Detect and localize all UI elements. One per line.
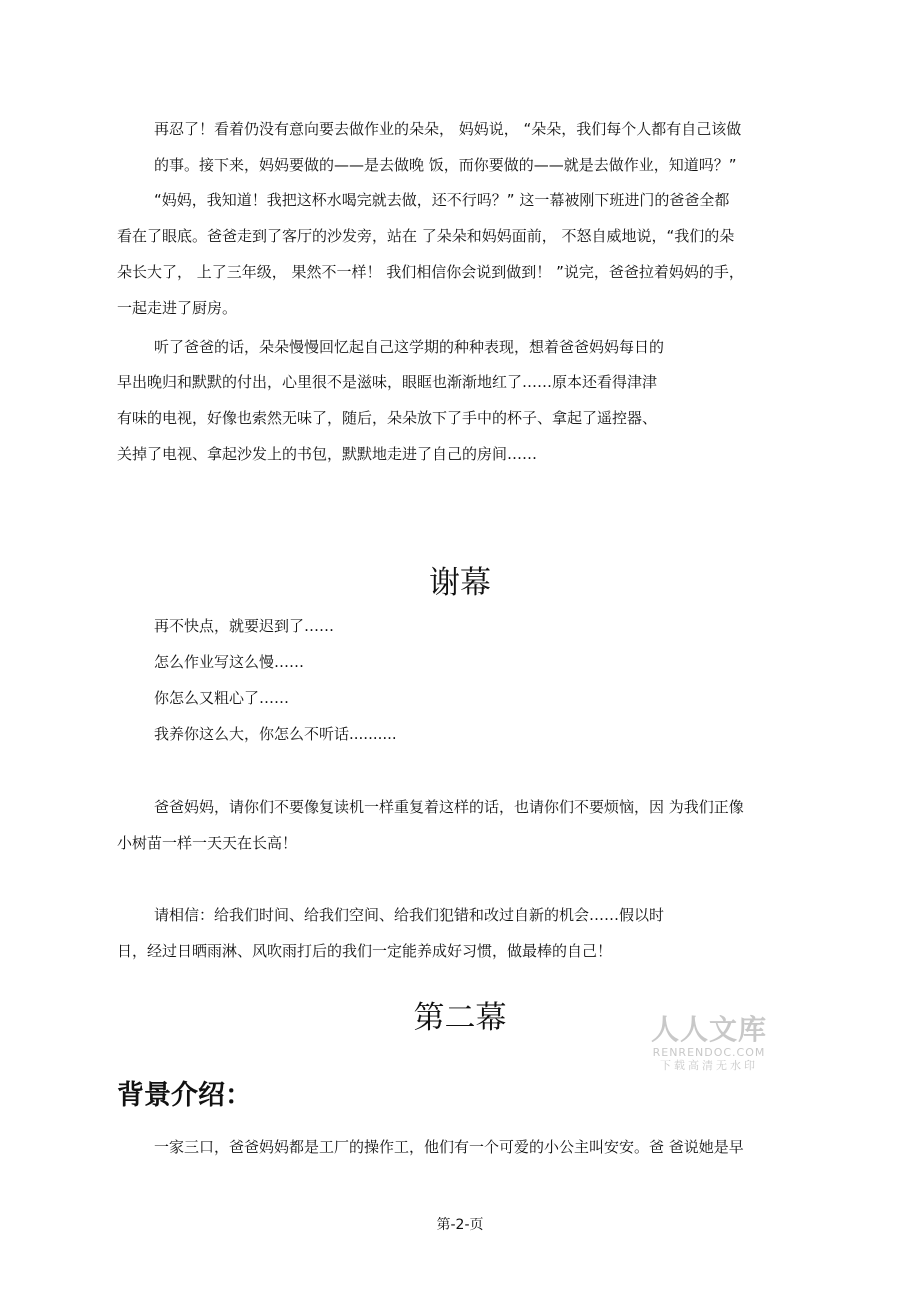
- paragraph-4-line-2: 日，经过日晒雨淋、风吹雨打后的我们一定能养成好习惯，做最棒的自己！: [117, 942, 613, 960]
- paragraph-3-line-1: 爸爸妈妈，请你们不要像复读机一样重复着这样的话，也请你们不要烦恼，因 为我们正像: [154, 798, 744, 816]
- paragraph-1-line-2: 的事。接下来，妈妈要做的——是去做晚 饭，而你要做的——就是去做作业，知道吗？”: [154, 156, 737, 174]
- watermark: [646, 1014, 772, 1073]
- paragraph-2-line-2: 早出晚归和默默的付出，心里很不是滋味，眼眶也渐渐地红了……原本还看得津津: [117, 373, 658, 391]
- section-title-background: 背景介绍：: [117, 1080, 252, 1111]
- curtain-line-3: 你怎么又粗心了……: [154, 689, 290, 707]
- paragraph-1-line-5: 朵长大了， 上了三年级， 果然不一样！ 我们相信你会说到做到！ ”说完，爸爸拉着妈妈的手，: [117, 263, 744, 281]
- paragraph-2-line-3: 有味的电视，好像也索然无味了，随后，朵朵放下了手中的杯子、拿起了遥控器、: [117, 409, 658, 427]
- paragraph-4-line-1: 请相信：给我们时间、给我们空间、给我们犯错和改过自新的机会……假以时: [154, 906, 665, 924]
- paragraph-3-line-2: 小树苗一样一天天在长高！: [117, 834, 298, 852]
- paragraph-1-line-6: 一起走进了厨房。: [117, 299, 238, 317]
- curtain-line-2: 怎么作业写这么慢……: [154, 653, 305, 671]
- curtain-line-4: 我养你这么大，你怎么不听话..........: [154, 725, 397, 743]
- watermark-domain: RENRENDOC.COM: [652, 1046, 766, 1059]
- paragraph-1-line-3: “妈妈，我知道！我把这杯水喝完就去做，还不行吗？” 这一幕被刚下班进门的爸爸全都: [154, 191, 730, 209]
- page-number: 第-2-页: [436, 1217, 484, 1233]
- watermark-logo: 人人文库: [650, 1013, 767, 1046]
- curtain-line-1: 再不快点，就要迟到了……: [154, 617, 335, 635]
- paragraph-1-line-4: 看在了眼底。爸爸走到了客厅的沙发旁，站在 了朵朵和妈妈面前， 不怒自威地说，“我们的朵: [117, 227, 735, 245]
- heading-act-two: 第二幕: [413, 1000, 507, 1036]
- paragraph-1-line-1: 再忍了！看着仍没有意向要去做作业的朵朵， 妈妈说， “朵朵，我们每个人都有自己该做: [154, 120, 742, 138]
- paragraph-2-line-1: 听了爸爸的话，朵朵慢慢回忆起自己这学期的种种表现，想着爸爸妈妈每日的: [154, 338, 665, 356]
- watermark-tagline: 下载高清无水印: [660, 1059, 758, 1072]
- heading-curtain-call: 谢幕: [429, 565, 491, 601]
- paragraph-2-line-4: 关掉了电视、拿起沙发上的书包，默默地走进了自己的房间……: [117, 445, 538, 463]
- paragraph-5-line-1: 一家三口，爸爸妈妈都是工厂的操作工，他们有一个可爱的小公主叫安安。爸 爸说她是早: [154, 1138, 744, 1156]
